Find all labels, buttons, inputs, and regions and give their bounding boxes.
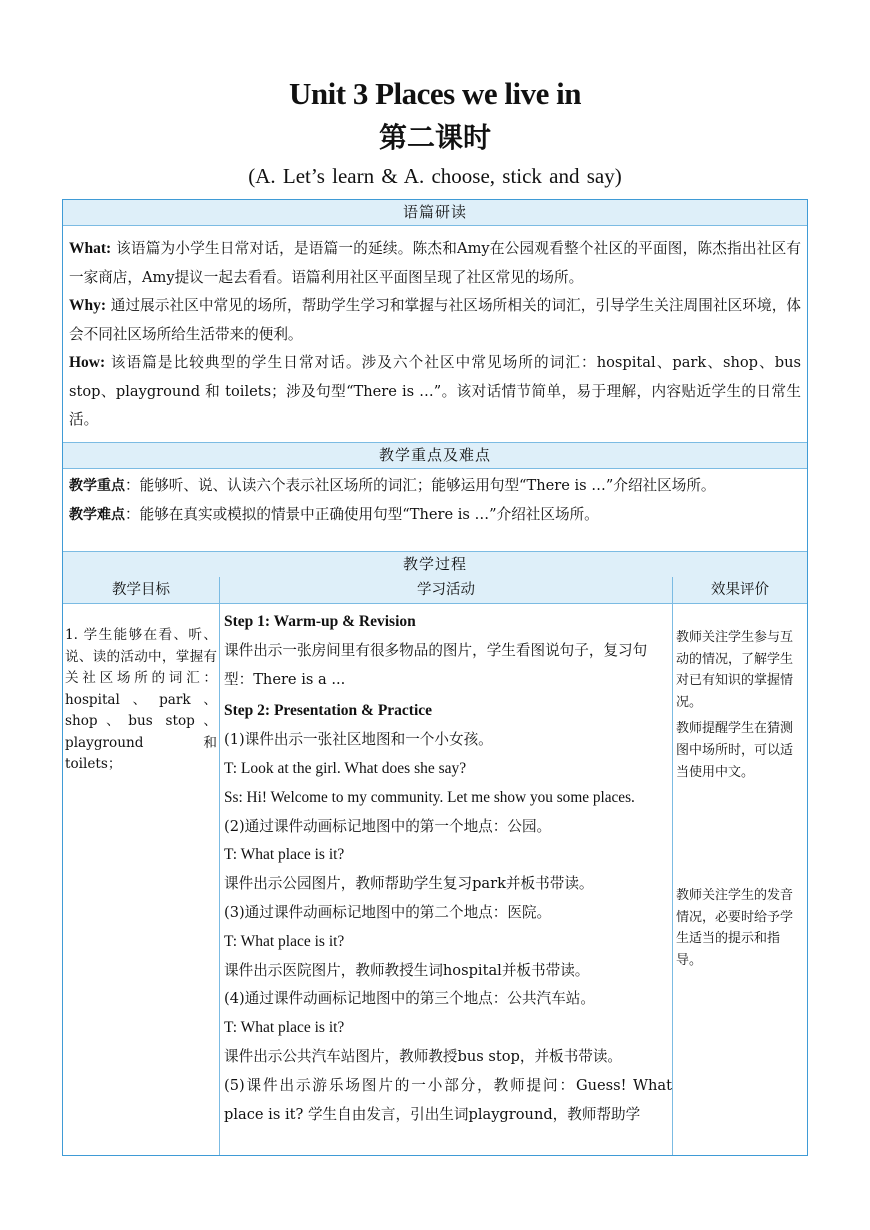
lesson-number: 第二课时 [378, 121, 491, 154]
focus-text: ：能够听、说、认读六个表示社区场所的词汇；能够运用句型“There is …”介绍社区场所。 [125, 477, 716, 494]
activity-step-heading: Step 1: Warm-up & Revision [224, 613, 416, 630]
section-heading-process: 教学过程 [63, 551, 807, 578]
how-label: How: [69, 354, 106, 371]
column-divider [672, 577, 673, 1155]
why-paragraph [69, 292, 801, 349]
focus-label: 教学重点 [69, 478, 125, 494]
activity-line: (1)课件出示一张社区地图和一个小女孩。 [224, 731, 493, 749]
activities-cell [224, 608, 672, 1129]
evaluation-note: 教师关注学生参与互动的情况，了解学生对已有知识的掌握情况。 [676, 630, 794, 710]
document-title: Unit 3 Places we live in [289, 76, 581, 111]
how-text: 该语篇是比较典型的学生日常对话。涉及六个社区中常见场所的词汇：hospital、park、shop、bus stop、playground 和 toilets；涉及句型“There is …”。该对话情节简单，易于理解，内容贴近学生的日常生活。 [69, 354, 801, 428]
text-study-block [63, 235, 807, 435]
activity-line: (4)通过课件动画标记地图中的第三个地点：公共汽车站。 [224, 990, 595, 1008]
objective-text: 1. 学生能够在看、听、说、读的活动中，掌握有关社区场所的词汇：hospital、park、shop、bus stop、playground 和 toilets； [65, 627, 217, 772]
activity-line: (5)课件出示游乐场图片的一小部分，教师提问：Guess! What place is it? 学生自由发言，引出生词playground，教师帮助学 [224, 1076, 672, 1123]
activity-line: 课件出示医院图片，教师教授生词hospital并板书带读。 [224, 961, 590, 979]
activity-line: T: What place is it? [224, 932, 345, 950]
column-header-activities: 学习活动 [220, 577, 672, 604]
why-text: 通过展示社区中常见的场所，帮助学生学习和掌握与社区场所相关的词汇，引导学生关注周围社区环境，体会不同社区场所给生活带来的便利。 [69, 297, 801, 343]
difficulty-label: 教学难点 [69, 506, 125, 523]
activity-line: T: What place is it? [224, 1019, 345, 1037]
what-paragraph [69, 235, 801, 292]
activity-line: (3)通过课件动画标记地图中的第二个地点：医院。 [224, 903, 552, 921]
lesson-subtitle: (A. Let’s learn & A. choose, stick and say) [248, 164, 622, 188]
key-points-block [63, 472, 807, 529]
activity-line: 课件出示一张房间里有很多物品的图片，学生看图说句子，复习句型：There is a ... [224, 641, 648, 688]
why-label: Why: [69, 297, 107, 314]
lesson-plan-table [62, 199, 808, 1156]
activity-line: 课件出示公园图片，教师帮助学生复习park并板书带读。 [224, 875, 594, 893]
activity-line: T: What place is it? [224, 846, 345, 864]
how-paragraph [69, 349, 801, 435]
evaluation-cell [676, 627, 802, 783]
what-text: 该语篇为小学生日常对话，是语篇一的延续。陈杰和Amy在公园观看整个社区的平面图，陈杰指出社区有一家商店，Amy提议一起去看看。语篇利用社区平面图呈现了社区常见的场所。 [69, 240, 801, 286]
activity-line: 课件出示公共汽车站图片，教师教授bus stop，并板书带读。 [224, 1047, 623, 1065]
focus-paragraph [69, 472, 801, 501]
section-heading-key-points: 教学重点及难点 [63, 442, 807, 469]
objective-cell [65, 625, 217, 776]
evaluation-cell [676, 885, 802, 971]
column-header-objective: 教学目标 [63, 577, 219, 604]
activity-line: T: Look at the girl. What does she say? [224, 759, 467, 777]
section-heading-text-study: 语篇研读 [63, 200, 807, 226]
difficulty-paragraph [69, 501, 801, 530]
what-label: What: [69, 240, 112, 257]
activity-line: Ss: Hi! Welcome to my community. Let me show you some places. [224, 788, 635, 806]
difficulty-text: ：能够在真实或模拟的情景中正确使用句型“There is …”介绍社区场所。 [125, 505, 599, 523]
evaluation-note: 教师关注学生的发音情况，必要时给予学生适当的提示和指导。 [676, 888, 794, 968]
column-divider [219, 577, 220, 1155]
activity-step-heading: Step 2: Presentation & Practice [224, 702, 433, 720]
activity-line: (2)通过课件动画标记地图中的第一个地点：公园。 [224, 817, 552, 835]
column-header-evaluation: 效果评价 [673, 577, 807, 604]
evaluation-note: 教师提醒学生在猜测图中场所时，可以适当使用中文。 [676, 721, 794, 780]
